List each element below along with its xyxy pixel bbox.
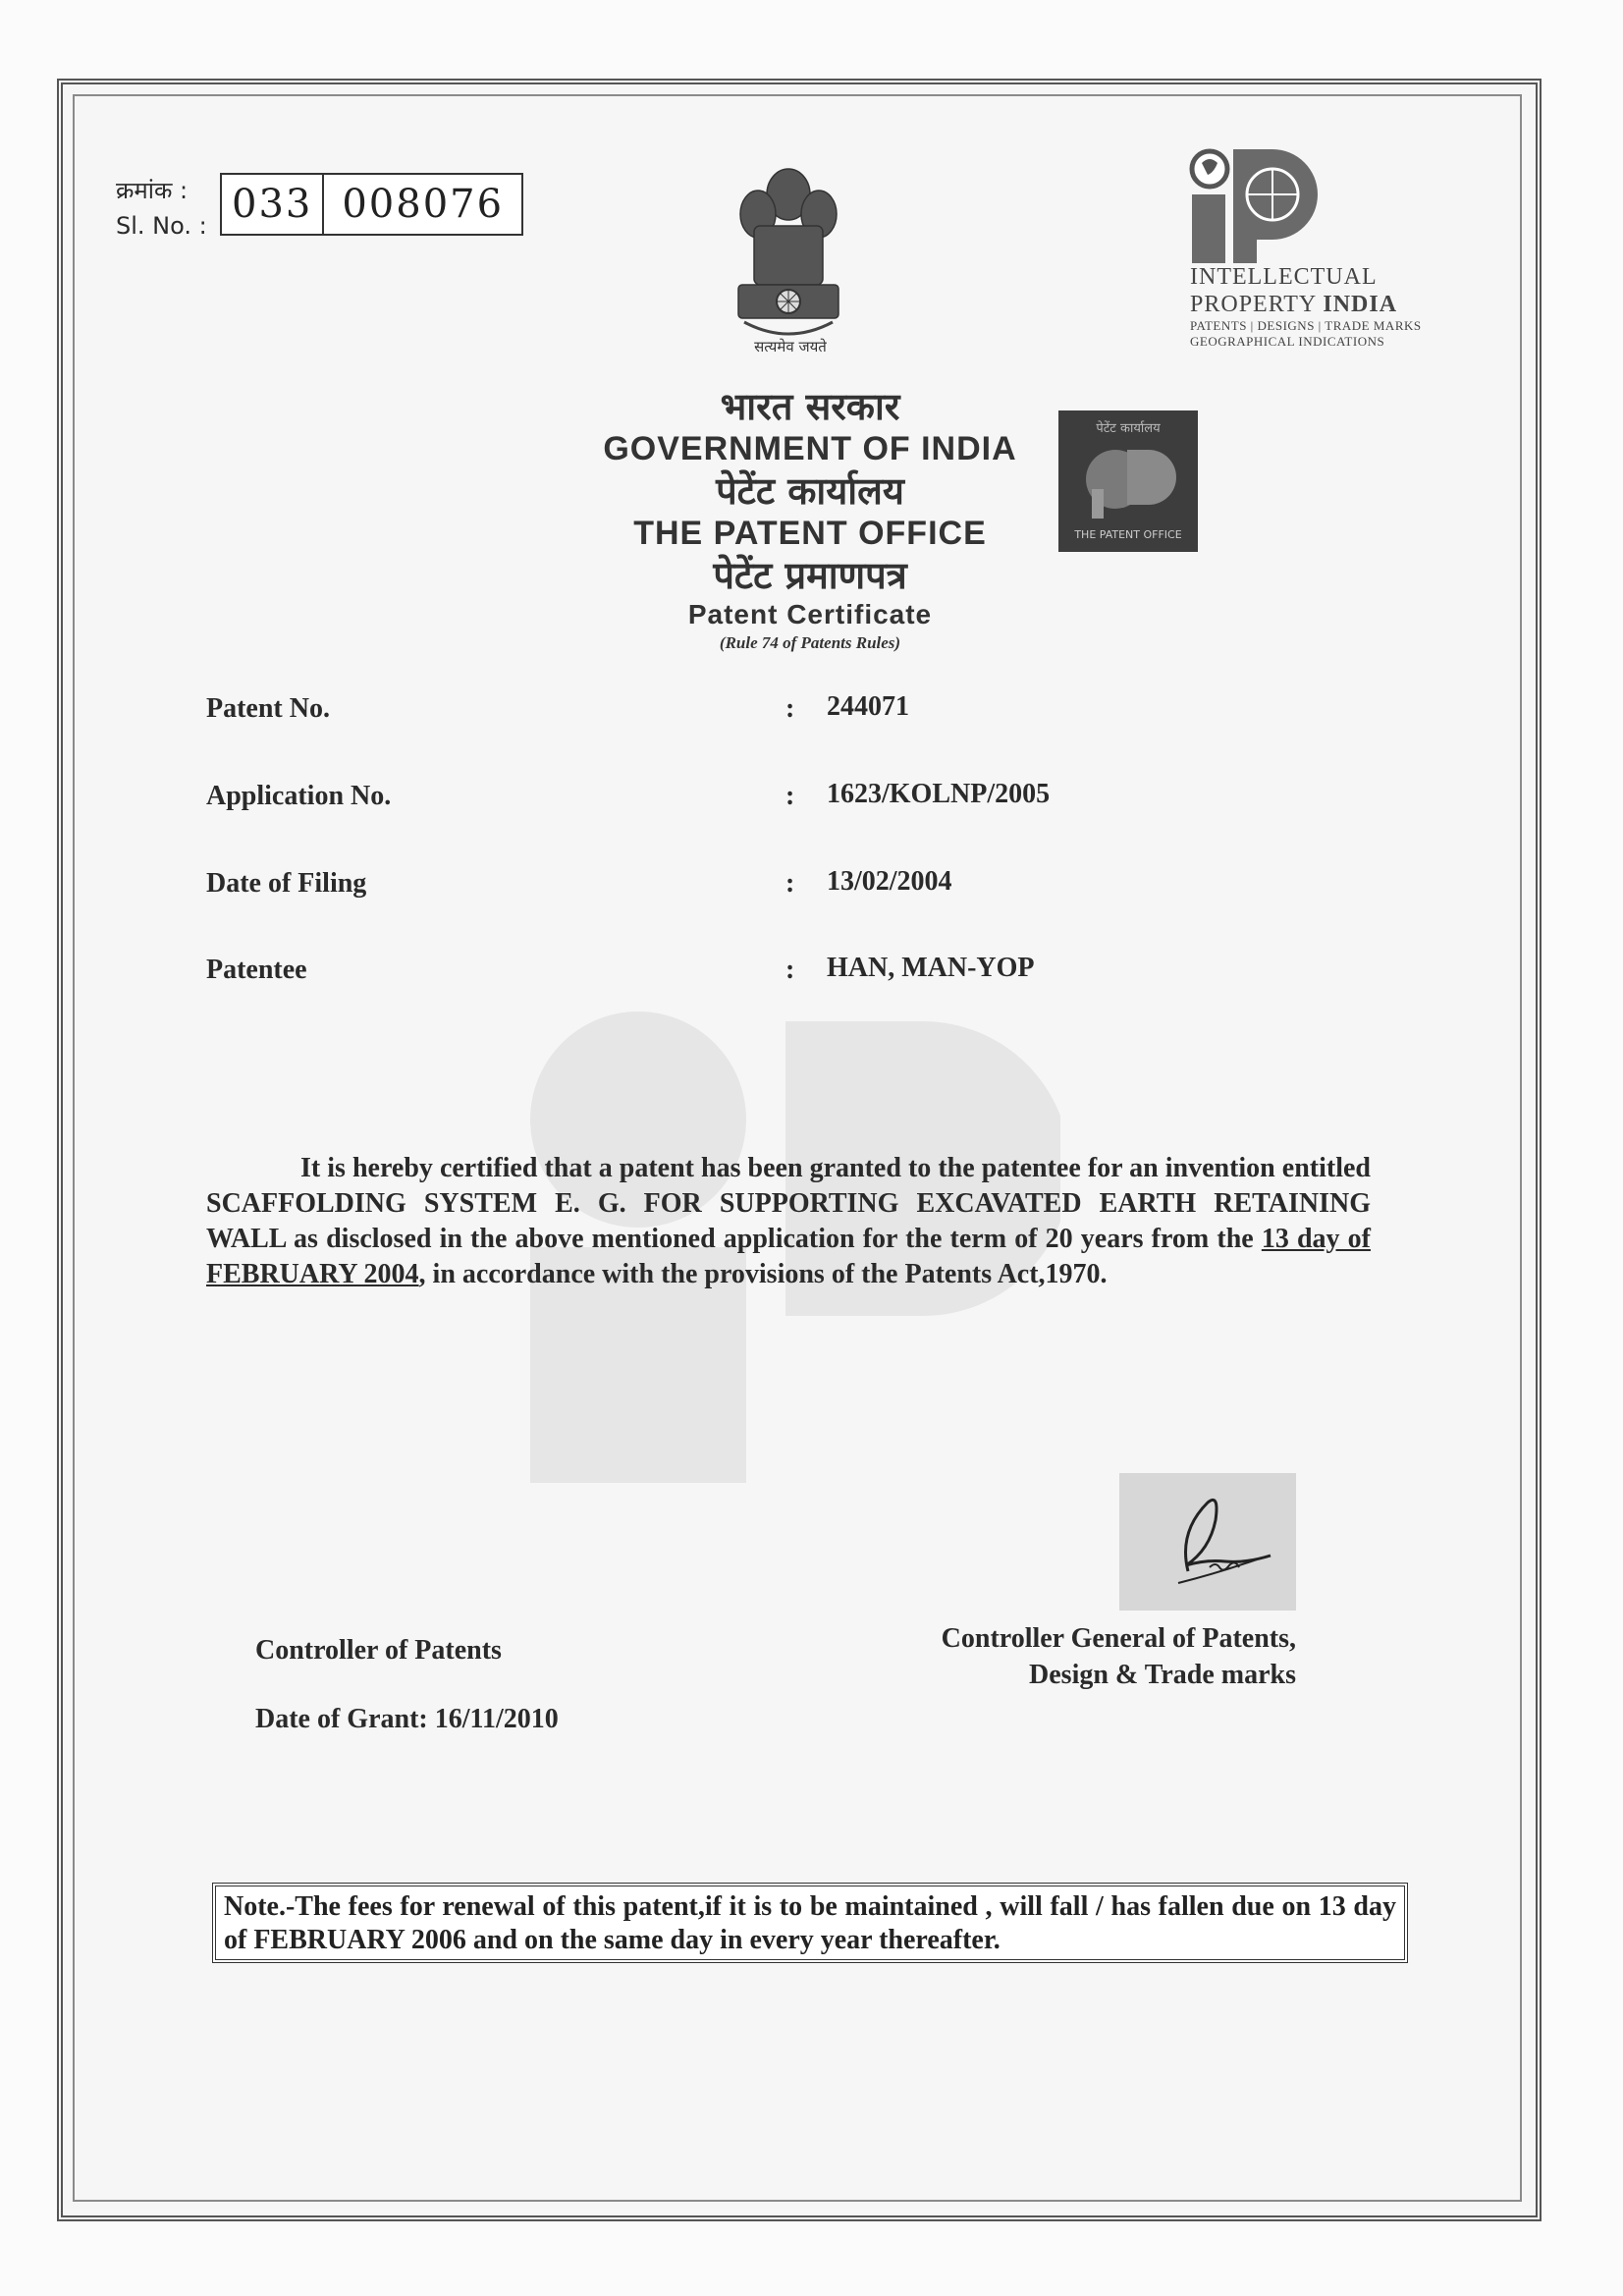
- field-value: 13/02/2004: [827, 866, 952, 897]
- serial-part1: 033: [222, 175, 324, 234]
- controller-of-patents: Controller of Patents: [255, 1635, 502, 1666]
- ip-line2: [1190, 291, 1422, 318]
- field-colon: :: [785, 781, 795, 811]
- field-value: HAN, MAN-YOP: [827, 953, 1035, 983]
- renewal-note: Note.-The fees for renewal of this patent,if it is to be maintained , will fall / has fallen due on 13 day of FEBRUARY 2006 and on the same day in every year thereafter.: [212, 1883, 1408, 1963]
- serial-labels: [116, 173, 207, 244]
- field-value: 1623/KOLNP/2005: [827, 779, 1051, 809]
- body-part2: , in accordance with the provisions of the Patents Act,1970.: [418, 1259, 1108, 1289]
- emblem-motto: सत्यमेव जयते: [754, 338, 827, 355]
- field-label: Patent No.: [206, 693, 330, 724]
- stamp-bottom-text: THE PATENT OFFICE: [1074, 528, 1182, 541]
- rule-reference: (Rule 74 of Patents Rules): [719, 633, 901, 652]
- ashoka-emblem-icon: [725, 157, 852, 354]
- ip-line3: PATENTS | DESIGNS | TRADE MARKS: [1190, 318, 1422, 333]
- body-underlined-date: 13 day of FEBRUARY 2004: [206, 1224, 1371, 1289]
- ip-line1: INTELLECTUAL: [1190, 264, 1378, 290]
- office-hindi: पेटेंट कार्यालय: [716, 469, 904, 513]
- field-colon: :: [785, 955, 795, 985]
- controller-general: [864, 1620, 1296, 1693]
- ip-line2b: INDIA: [1323, 292, 1398, 317]
- govt-en: GOVERNMENT OF INDIA: [603, 430, 1017, 467]
- patent-office-stamp-icon: [1058, 410, 1198, 552]
- serial-number-box: [220, 173, 523, 236]
- stamp-top-text: पेटेंट कार्यालय: [1096, 421, 1161, 436]
- field-value: 244071: [827, 691, 909, 722]
- serial-part2: 008076: [342, 182, 505, 227]
- certification-paragraph: [206, 1151, 1371, 1292]
- serial-label-en: Sl. No. :: [116, 212, 207, 240]
- body-part1: It is hereby certified that a patent has been granted to the patentee for an invention entitled SCAFFOLDING SYSTEM E. G. FOR SUPPORTING EXCAVATED EARTH RETAINING WALL as disclosed in the above mentioned application for the term of 20 years from the: [206, 1153, 1371, 1254]
- govt-hindi: भारत सरकार: [720, 385, 900, 428]
- cert-hindi: पेटेंट प्रमाणपत्र: [713, 554, 907, 597]
- field-label: Application No.: [206, 781, 392, 811]
- office-en: THE PATENT OFFICE: [633, 515, 987, 552]
- date-of-grant: Date of Grant: 16/11/2010: [255, 1704, 559, 1734]
- ip-line2a: PROPERTY: [1190, 292, 1324, 317]
- controller-general-line2: Design & Trade marks: [1029, 1660, 1296, 1690]
- ip-line4: GEOGRAPHICAL INDICATIONS: [1190, 334, 1385, 349]
- signature-icon: [1119, 1473, 1296, 1611]
- field-colon: :: [785, 868, 795, 899]
- field-label: Patentee: [206, 955, 307, 985]
- serial-label-hindi: क्रमांक :: [116, 177, 189, 204]
- ip-india-logo-icon: [1188, 147, 1325, 265]
- cert-en: Patent Certificate: [687, 599, 933, 629]
- controller-general-line1: Controller General of Patents,: [941, 1623, 1296, 1654]
- field-colon: :: [785, 693, 795, 724]
- ip-india-text: [1190, 263, 1422, 350]
- field-label: Date of Filing: [206, 868, 367, 899]
